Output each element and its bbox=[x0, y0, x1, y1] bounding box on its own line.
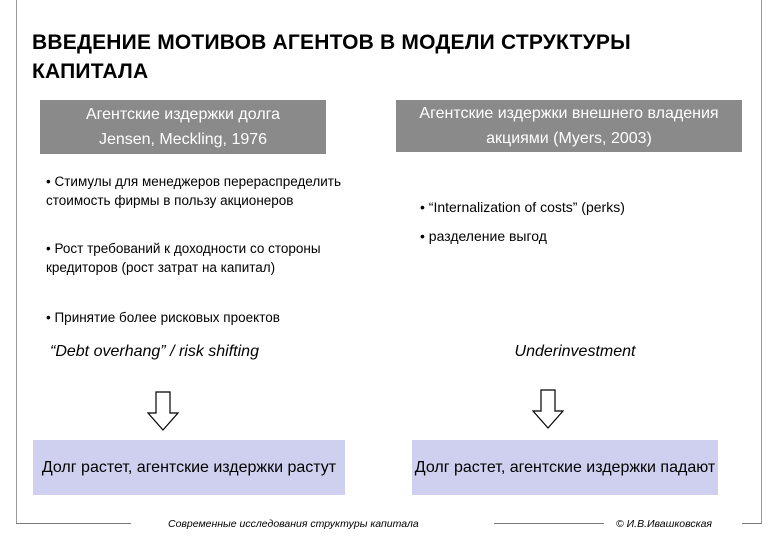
slide-title: ВВЕДЕНИЕ МОТИВОВ АГЕНТОВ В МОДЕЛИ СТРУКТУРЫ КАПИТАЛА bbox=[32, 31, 631, 83]
footer-divider bbox=[742, 523, 762, 524]
left-key-phrase: “Debt overhang” / risk shifting bbox=[50, 343, 259, 360]
left-conclusion-box bbox=[33, 440, 345, 495]
right-key-phrase: Underinvestment bbox=[514, 343, 636, 360]
right-conclusion-text: Долг растет, агентские издержки падают bbox=[414, 459, 716, 476]
footer-caption: Современные исследования структуры капитала bbox=[168, 518, 419, 530]
down-arrow-icon bbox=[532, 389, 564, 429]
footer-copyright: © И.В.Ивашковская bbox=[616, 518, 713, 530]
left-header bbox=[40, 100, 326, 154]
left-header-citation: Jensen, Meckling, 1976 bbox=[98, 131, 268, 148]
right-bullet: • разделение выгод bbox=[420, 228, 547, 244]
left-conclusion-text: Долг растет, агентские издержки растут bbox=[41, 459, 337, 476]
down-arrow-icon bbox=[147, 391, 179, 431]
right-header bbox=[396, 100, 742, 152]
right-header-title: Агентские издержки внешнего владения акциями (Myers, 2003) bbox=[419, 105, 719, 147]
left-bullet: • Стимулы для менеджеров перераспределить стоимость фирмы в пользу акционеров bbox=[46, 174, 341, 208]
footer-divider bbox=[16, 523, 131, 524]
right-bullet: • “Internalization of costs” (perks) bbox=[420, 199, 625, 215]
left-bullet: • Принятие более рисковых проектов bbox=[46, 310, 280, 325]
right-conclusion-box bbox=[412, 440, 718, 495]
left-bullet: • Рост требований к доходности со стороны кредиторов (рост затрат на капитал) bbox=[46, 241, 321, 275]
left-header-title: Агентские издержки долга bbox=[85, 106, 281, 123]
footer-divider bbox=[494, 523, 604, 524]
